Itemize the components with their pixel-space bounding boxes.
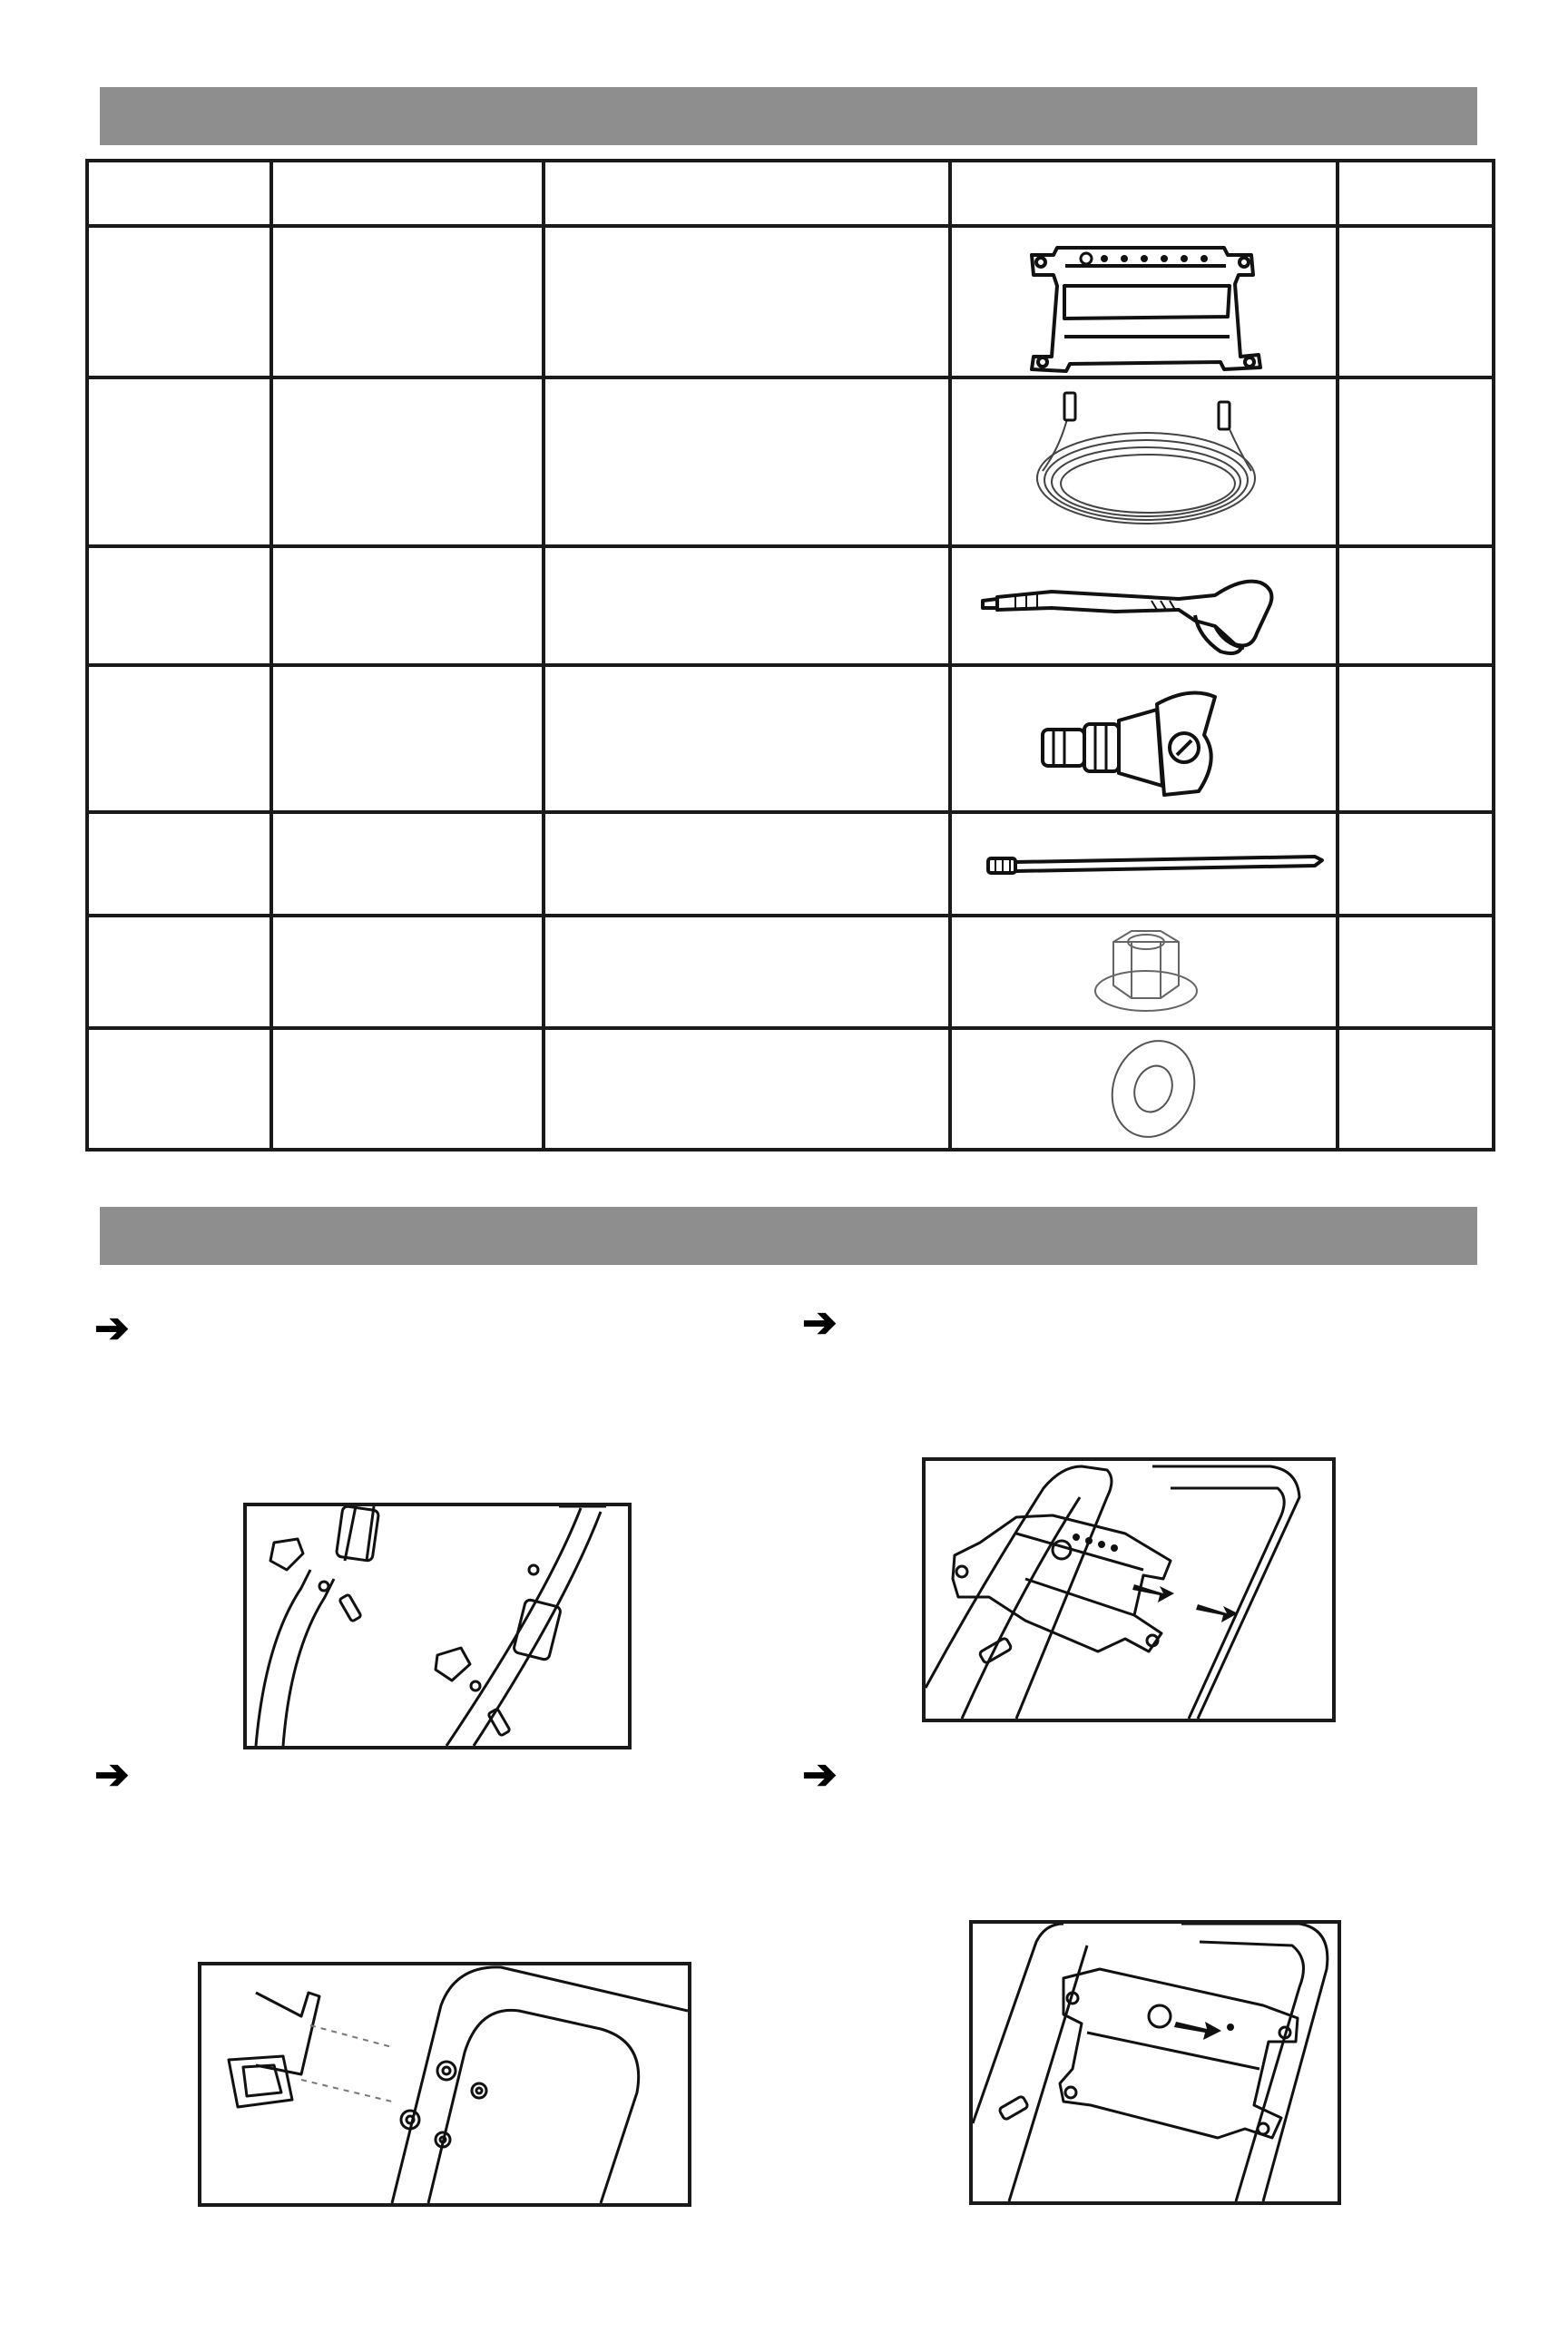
table-cell xyxy=(544,916,950,1028)
step-arrow-icon: ➔ xyxy=(94,1750,130,1798)
figure-handle-assembly xyxy=(243,1503,632,1749)
figure-bracket-mounting xyxy=(922,1457,1336,1722)
header-cell xyxy=(950,161,1338,226)
table-cell xyxy=(544,665,950,812)
part-image-cell xyxy=(950,1028,1338,1150)
handle-assembly-diagram xyxy=(247,1506,628,1746)
table-cell xyxy=(87,916,271,1028)
table-cell xyxy=(87,812,271,916)
flange-nut-icon xyxy=(952,918,1339,1025)
part-image-cell xyxy=(950,377,1338,546)
table-row xyxy=(87,916,1494,1028)
bracket-mounting-diagram xyxy=(926,1461,1332,1719)
table-cell xyxy=(87,377,271,546)
header-cell xyxy=(87,161,271,226)
part-image-cell xyxy=(950,812,1338,916)
table-row xyxy=(87,546,1494,665)
table-cell xyxy=(271,546,544,665)
step-arrow-icon: ➔ xyxy=(94,1304,130,1351)
header-cell xyxy=(544,161,950,226)
part-image-cell xyxy=(950,665,1338,812)
spray-gun-icon xyxy=(952,550,1339,662)
table-cell xyxy=(271,916,544,1028)
table-cell xyxy=(544,377,950,546)
table-cell xyxy=(87,546,271,665)
hose-hook-mounting-diagram xyxy=(201,1965,688,2203)
figure-hose-hook-mounting xyxy=(198,1962,691,2207)
table-cell xyxy=(87,226,271,377)
table-cell xyxy=(544,546,950,665)
header-cell xyxy=(1338,161,1494,226)
parts-table xyxy=(85,159,1495,1152)
part-image-cell xyxy=(950,916,1338,1028)
qty-cell xyxy=(1338,226,1494,377)
step-arrow-icon: ➔ xyxy=(802,1750,838,1798)
washer-icon xyxy=(952,1031,1339,1147)
bracket-fastening-diagram xyxy=(973,1924,1338,2201)
qty-cell xyxy=(1338,665,1494,812)
qty-cell xyxy=(1338,546,1494,665)
part-image-cell xyxy=(950,546,1338,665)
table-cell xyxy=(544,1028,950,1150)
table-cell xyxy=(271,1028,544,1150)
table-row xyxy=(87,377,1494,546)
table-cell xyxy=(271,226,544,377)
table-row xyxy=(87,812,1494,916)
table-cell xyxy=(271,665,544,812)
header-cell xyxy=(271,161,544,226)
table-row xyxy=(87,226,1494,377)
figure-bracket-fastening xyxy=(969,1920,1341,2205)
qty-cell xyxy=(1338,812,1494,916)
step-arrow-icon: ➔ xyxy=(802,1298,838,1346)
table-cell xyxy=(271,812,544,916)
qty-cell xyxy=(1338,916,1494,1028)
table-cell xyxy=(544,226,950,377)
spray-wand-icon xyxy=(952,815,1339,913)
table-cell xyxy=(544,812,950,916)
part-image-cell xyxy=(950,226,1338,377)
table-row xyxy=(87,1028,1494,1150)
detergent-nozzle-icon xyxy=(952,668,1339,809)
qty-cell xyxy=(1338,1028,1494,1150)
table-cell xyxy=(87,665,271,812)
table-cell xyxy=(271,377,544,546)
table-header-row xyxy=(87,161,1494,226)
table-row xyxy=(87,665,1494,812)
qty-cell xyxy=(1338,377,1494,546)
section-header-bar-top xyxy=(100,87,1477,145)
section-header-bar-bottom xyxy=(100,1207,1477,1265)
high-pressure-hose-icon xyxy=(952,380,1339,544)
table-cell xyxy=(87,1028,271,1150)
accessory-bracket-icon xyxy=(952,230,1339,375)
